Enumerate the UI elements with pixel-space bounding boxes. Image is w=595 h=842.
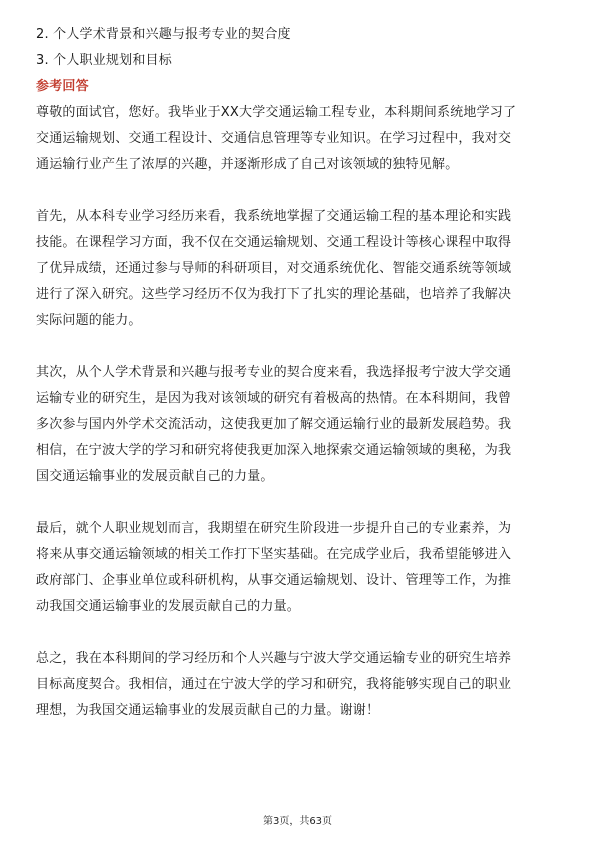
text-line: 动我国交通运输事业的发展贡献自己的力量。 [36,599,301,614]
paragraph-spacer [36,334,564,360]
question-item-3: 3. 个人职业规划和目标 [36,53,172,68]
text-line: 技能。在课程学习方面，我不仅在交通运输规划、交通工程设计等核心课程中取得 [36,235,512,250]
text-line: 运输专业的研究生，是因为我对该领域的研究有着极高的热情。在本科期间，我曾 [36,391,512,406]
paragraph-second [36,360,564,490]
text-line: 最后，就个人职业规划而言，我期望在研究生阶段进一步提升自己的专业素养，为 [36,521,512,536]
text-line: 交通运输规划、交通工程设计、交通信息管理等专业知识。在学习过程中，我对交 [36,131,512,146]
text-line: 相信，在宁波大学的学习和研究将使我更加深入地探索交通运输领域的奥秘，为我 [36,443,512,458]
text-line: 理想，为我国交通运输事业的发展贡献自己的力量。谢谢！ [36,703,380,718]
text-line: 首先，从本科专业学习经历来看，我系统地掌握了交通运输工程的基本理论和实践 [36,209,512,224]
text-line: 多次参与国内外学术交流活动，这使我更加了解交通运输行业的最新发展趋势。我 [36,417,512,432]
text-line: 实际问题的能力。 [36,313,142,328]
text-line: 政府部门、企事业单位或科研机构，从事交通运输规划、设计、管理等工作，为推 [36,573,512,588]
paragraph-greeting [36,100,564,178]
text-line: 了优异成绩，还通过参与导师的科研项目，对交通系统优化、智能交通系统等领域 [36,261,512,276]
text-line: 总之，我在本科期间的学习经历和个人兴趣与宁波大学交通运输专业的研究生培养 [36,651,512,666]
text-line: 尊敬的面试官，您好。我毕业于XX大学交通运输工程专业，本科期间系统地学习了 [36,105,517,120]
text-line: 其次，从个人学术背景和兴趣与报考专业的契合度来看，我选择报考宁波大学交通 [36,365,512,380]
page-number: 第3页，共63页 [262,816,333,827]
text-line: 进行了深入研究。这些学习经历不仅为我打下了扎实的理论基础，也培养了我解决 [36,287,512,302]
question-item-2: 2. 个人学术背景和兴趣与报考专业的契合度 [36,27,291,42]
paragraph-spacer [36,178,564,204]
document-body [36,22,564,724]
text-line: 通运输行业产生了浓厚的兴趣，并逐渐形成了自己对该领域的独特见解。 [36,157,459,172]
paragraph-spacer [36,490,564,516]
answer-heading: 参考回答 [36,79,89,94]
paragraph-conclusion [36,646,564,724]
text-line: 国交通运输事业的发展贡献自己的力量。 [36,469,274,484]
paragraph-spacer [36,620,564,646]
text-line: 目标高度契合。我相信，通过在宁波大学的学习和研究，我将能够实现自己的职业 [36,677,512,692]
paragraph-third [36,516,564,620]
text-line: 将来从事交通运输领域的相关工作打下坚实基础。在完成学业后，我希望能够进入 [36,547,512,562]
paragraph-first [36,204,564,334]
